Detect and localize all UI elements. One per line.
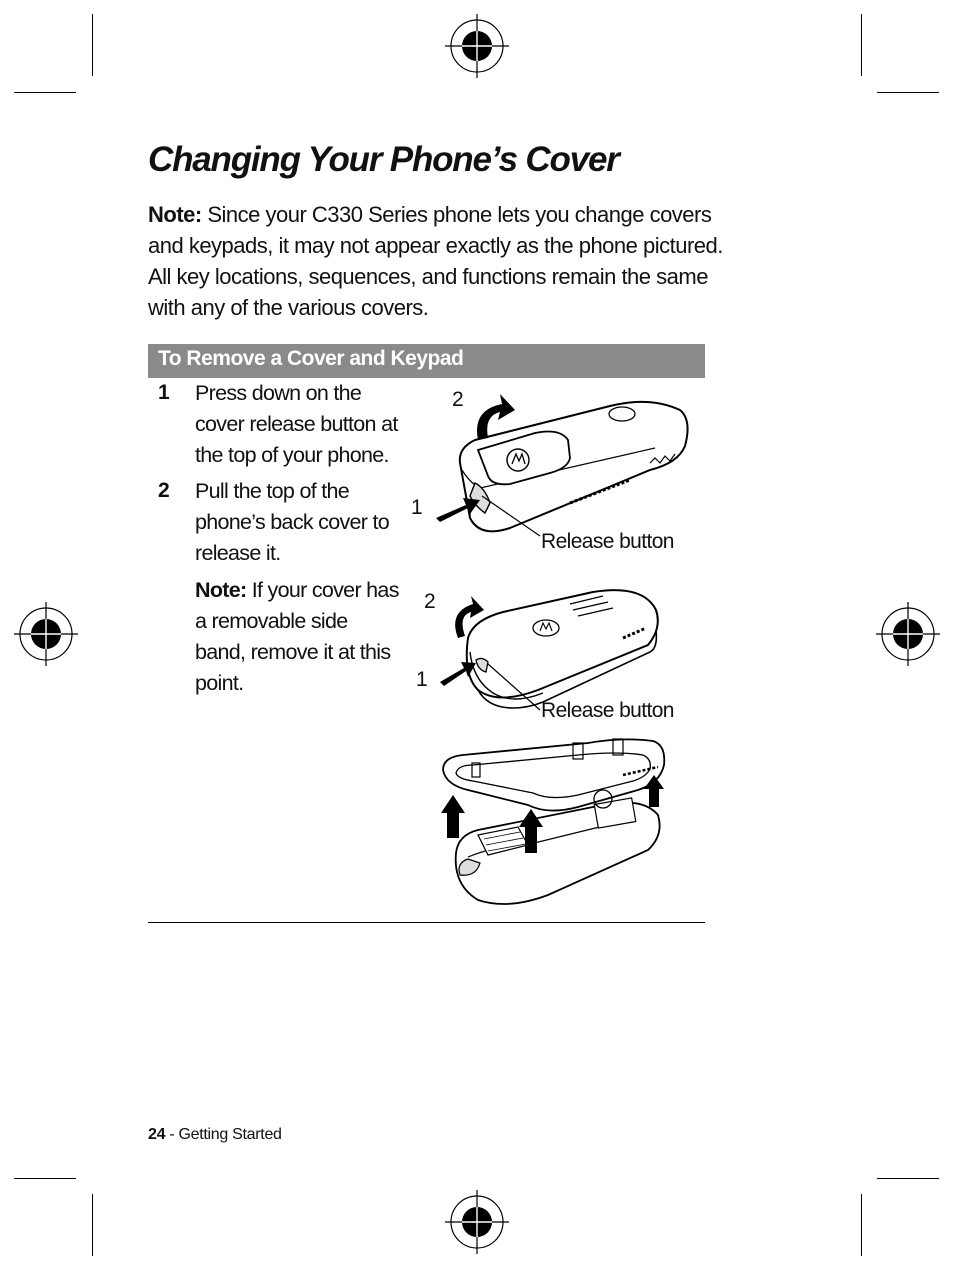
- release-button-label: Release button: [541, 699, 674, 722]
- step-note-label: Note:: [195, 578, 247, 602]
- page-title: Changing Your Phone’s Cover: [148, 140, 619, 179]
- step-text: Pull the top of the phone’s back cover to release it.: [195, 479, 390, 565]
- side-band-removal-illustration: [438, 735, 678, 910]
- step-note-text: If your cover has a removable side band, remove it at this point.: [195, 578, 399, 695]
- step-text: Press down on the cover release button at the top of your phone.: [195, 381, 398, 467]
- note-label: Note:: [148, 202, 202, 227]
- callout-number: 2: [452, 388, 464, 411]
- section-divider: [148, 922, 705, 923]
- crop-mark: [861, 1194, 862, 1256]
- page-footer: [148, 1126, 282, 1144]
- phone-cover-release-illustration: [400, 388, 700, 538]
- callout-number: 2: [424, 590, 436, 613]
- procedure-header: [148, 344, 705, 378]
- page-number: 24: [148, 1126, 166, 1143]
- crop-mark: [877, 1178, 939, 1179]
- callout-number: 1: [416, 668, 428, 691]
- procedure-header-label: To Remove a Cover and Keypad: [158, 347, 464, 370]
- registration-mark-icon: [445, 14, 509, 78]
- crop-mark: [92, 14, 93, 76]
- registration-mark-icon: [14, 602, 78, 666]
- crop-mark: [14, 92, 76, 93]
- registration-mark-icon: [445, 1190, 509, 1254]
- step-number: 1: [158, 381, 170, 404]
- crop-mark: [14, 1178, 76, 1179]
- crop-mark: [92, 1194, 93, 1256]
- note-text: Since your C330 Series phone lets you change covers and keypads, it may not appear exactly as the phone pictured. All key locations, sequences, and functions remain the same with any of the various covers.: [148, 202, 723, 320]
- intro-note: [148, 199, 738, 323]
- crop-mark: [877, 92, 939, 93]
- release-button-label: Release button: [541, 530, 674, 553]
- footer-section: - Getting Started: [165, 1126, 282, 1143]
- registration-mark-icon: [876, 602, 940, 666]
- crop-mark: [861, 14, 862, 76]
- step-note: [195, 575, 400, 699]
- step-number: 2: [158, 479, 170, 502]
- callout-number: 1: [411, 496, 423, 519]
